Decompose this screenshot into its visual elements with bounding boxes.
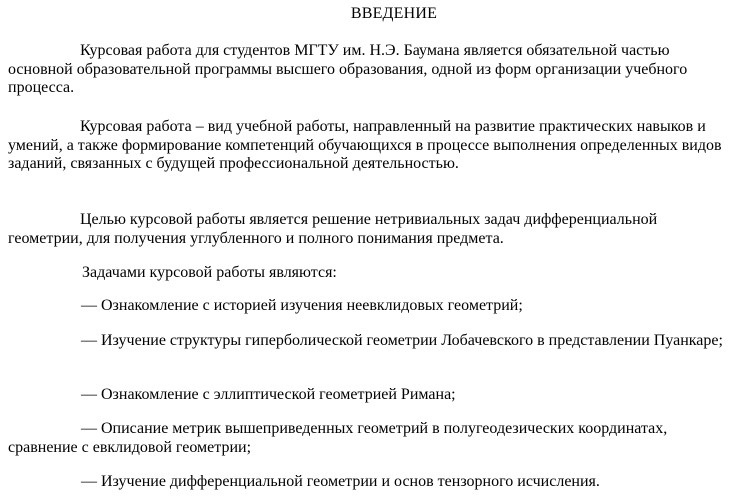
- intro-paragraph-2: Курсовая работа – вид учебной работы, направленный на развитие практических навыков и умений, а также формирование компетенций обучающихся в процессе выполнения определенных видов заданий, связанных с будущей профессиональной деятельностью.: [8, 118, 722, 173]
- section-heading: ВВЕДЕНИЕ: [350, 5, 438, 22]
- task-item-2: — Изучение структуры гиперболической геометрии Лобачевского в представлении Пуанкаре;: [81, 332, 723, 349]
- intro-paragraph-1: Курсовая работа для студентов МГТУ им. Н.Э. Баумана является обязательной частью основной образовательной программы высшего образования, одной из форм организации учебного процесса.: [8, 42, 688, 97]
- task-item-5: — Изучение дифференциальной геометрии и основ тензорного исчисления.: [81, 473, 600, 490]
- task-item-1: — Ознакомление с историей изучения неевклидовых геометрий;: [81, 297, 523, 314]
- task-item-3: — Ознакомление с эллиптической геометрией Римана;: [81, 386, 456, 403]
- task-item-4: — Описание метрик вышеприведенных геометрий в полугеодезических координатах, сравнение с евклидовой геометрии;: [8, 420, 668, 456]
- goal-paragraph: Целью курсовой работы является решение нетривиальных задач дифференциальной геометрии, для получения углубленного и полного понимания предмета.: [8, 211, 658, 247]
- tasks-intro: Задачами курсовой работы являются:: [82, 264, 337, 281]
